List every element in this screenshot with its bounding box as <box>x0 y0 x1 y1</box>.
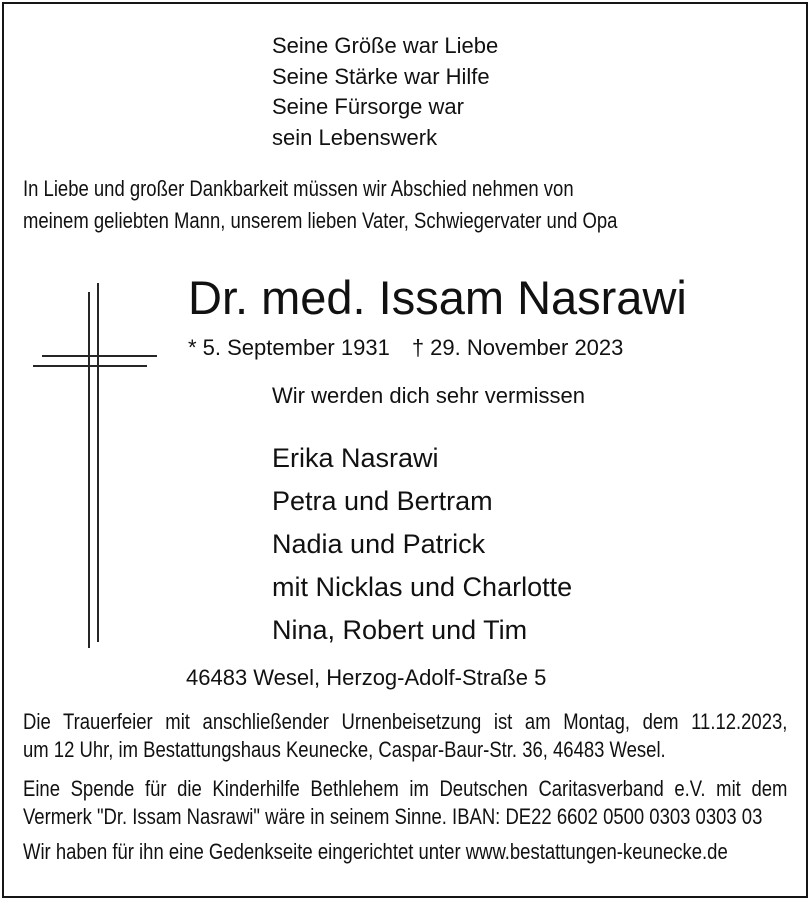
donation-info-paragraph <box>23 775 787 831</box>
funeral-info-line: Die Trauerfeier mit anschließender Urnenbeisetzung ist am Montag, dem 11.12.2023, <box>23 709 788 734</box>
funeral-info-line: um 12 Uhr, im Bestattungshaus Keunecke, Caspar-Baur-Str. 36, 46483 Wesel. <box>23 737 666 762</box>
deceased-name: Dr. med. Issam Nasrawi <box>188 271 687 324</box>
memorial-cross-icon <box>28 278 163 653</box>
address-line: 46483 Wesel, Herzog-Adolf-Straße 5 <box>186 665 547 690</box>
intro-line: In Liebe und großer Dankbarkeit müssen wir Abschied nehmen von <box>23 176 574 201</box>
funeral-info-paragraph <box>23 708 787 764</box>
verse-line: Seine Fürsorge war <box>272 94 464 120</box>
verse-line: sein Lebenswerk <box>272 125 438 151</box>
mourner-line: Nina, Robert und Tim <box>272 615 528 645</box>
birth-date: * 5. September 1931 <box>188 335 390 360</box>
verse-block <box>272 31 498 154</box>
farewell-text: Wir werden dich sehr vermissen <box>272 383 585 408</box>
mourner-line: mit Nicklas und Charlotte <box>272 572 573 602</box>
memorial-site-line <box>23 838 787 866</box>
intro-block <box>23 173 617 237</box>
death-date: † 29. November 2023 <box>411 335 624 360</box>
mourner-line: Erika Nasrawi <box>272 443 439 473</box>
mourner-line: Nadia und Patrick <box>272 529 486 559</box>
memorial-site-text: Wir haben für ihn eine Gedenkseite eingerichtet unter www.bestattungen-keunecke.de <box>23 839 728 864</box>
donation-info-line: Vermerk "Dr. Issam Nasrawi" wäre in seinem Sinne. IBAN: DE22 6602 0500 0303 0303 03 <box>23 804 763 829</box>
intro-line: meinem geliebten Mann, unserem lieben Vater, Schwiegervater und Opa <box>23 208 618 233</box>
mourners-block <box>272 437 572 652</box>
life-dates <box>188 334 623 362</box>
verse-line: Seine Größe war Liebe <box>272 33 499 58</box>
donation-info-line: Eine Spende für die Kinderhilfe Bethlehem im Deutschen Caritasverband e.V. mit dem <box>23 776 788 801</box>
mourner-line: Petra und Bertram <box>272 486 493 516</box>
verse-line: Seine Stärke war Hilfe <box>272 63 490 89</box>
